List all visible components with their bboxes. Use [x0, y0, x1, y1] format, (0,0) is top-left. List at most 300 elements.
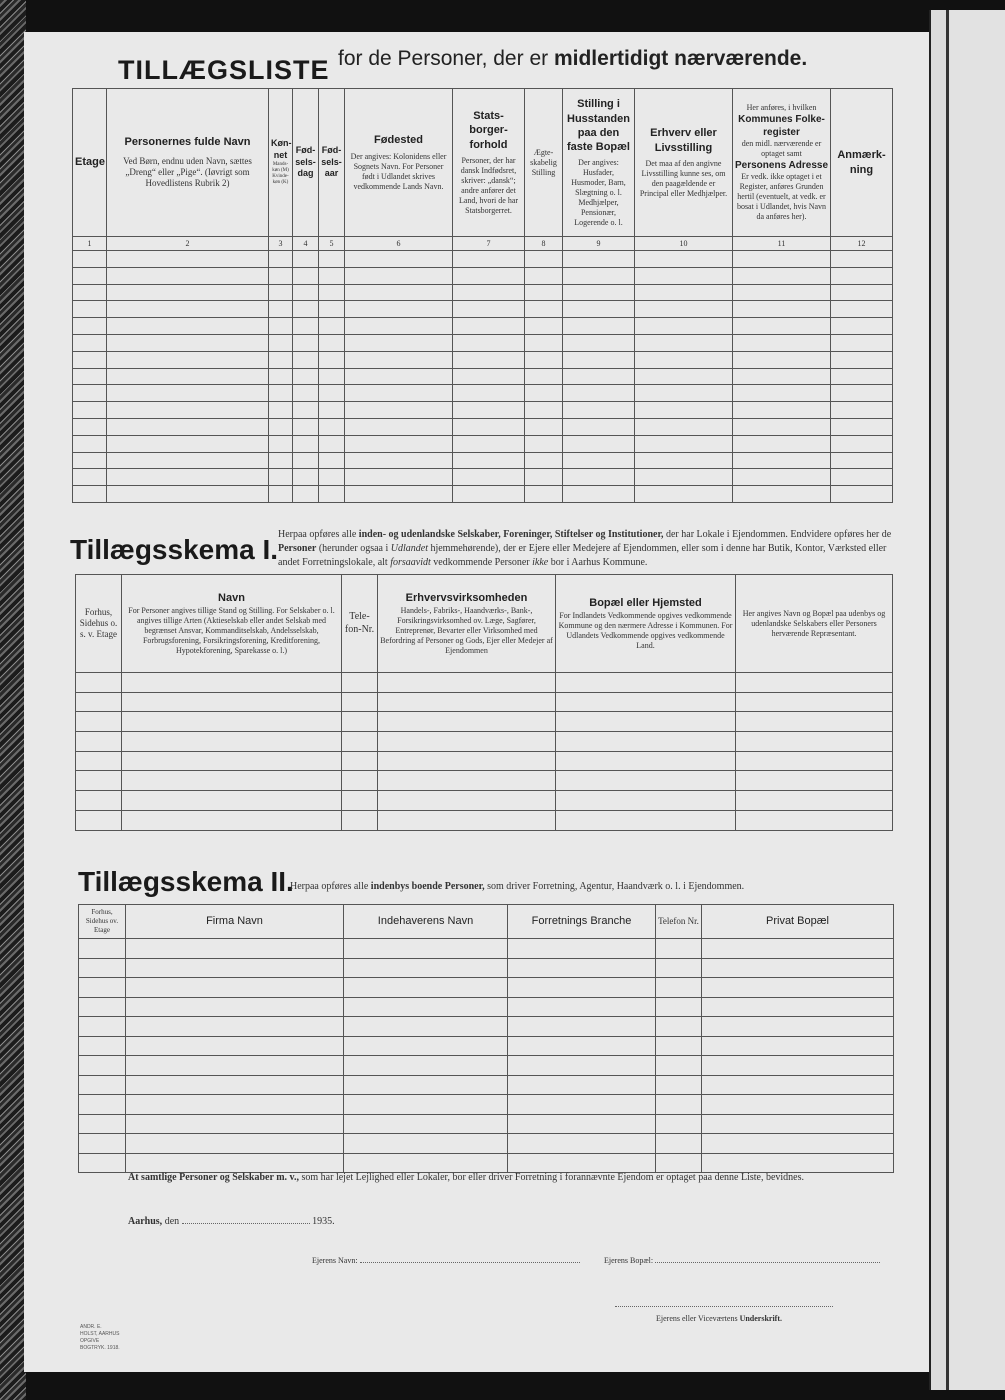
s1-cell[interactable] — [122, 791, 342, 811]
s2-cell[interactable] — [508, 1114, 656, 1134]
main-cell[interactable] — [345, 469, 453, 486]
owner-name-field[interactable] — [360, 1262, 580, 1263]
s1-cell[interactable] — [342, 810, 378, 830]
main-cell[interactable] — [269, 267, 293, 284]
main-cell[interactable] — [831, 469, 893, 486]
main-cell[interactable] — [73, 267, 107, 284]
main-cell[interactable] — [293, 435, 319, 452]
main-cell[interactable] — [345, 318, 453, 335]
main-cell[interactable] — [345, 351, 453, 368]
main-cell[interactable] — [635, 284, 733, 301]
main-cell[interactable] — [319, 318, 345, 335]
main-cell[interactable] — [107, 469, 269, 486]
main-cell[interactable] — [733, 418, 831, 435]
main-cell[interactable] — [269, 469, 293, 486]
main-cell[interactable] — [107, 418, 269, 435]
s1-cell[interactable] — [122, 673, 342, 693]
s2-cell[interactable] — [508, 1056, 656, 1076]
main-cell[interactable] — [293, 418, 319, 435]
s2-cell[interactable] — [344, 1134, 508, 1154]
main-cell[interactable] — [269, 385, 293, 402]
main-cell[interactable] — [525, 435, 563, 452]
s1-cell[interactable] — [122, 732, 342, 752]
main-cell[interactable] — [107, 334, 269, 351]
main-cell[interactable] — [831, 418, 893, 435]
main-cell[interactable] — [563, 402, 635, 419]
main-cell[interactable] — [319, 385, 345, 402]
s1-cell[interactable] — [342, 673, 378, 693]
main-cell[interactable] — [733, 251, 831, 268]
main-cell[interactable] — [319, 351, 345, 368]
main-cell[interactable] — [635, 251, 733, 268]
s2-cell[interactable] — [344, 1017, 508, 1037]
s1-cell[interactable] — [736, 692, 893, 712]
s2-cell[interactable] — [126, 1017, 344, 1037]
s1-cell[interactable] — [556, 692, 736, 712]
main-cell[interactable] — [319, 469, 345, 486]
main-cell[interactable] — [831, 435, 893, 452]
s2-cell[interactable] — [508, 1134, 656, 1154]
main-cell[interactable] — [525, 318, 563, 335]
s2-cell[interactable] — [79, 997, 126, 1017]
main-cell[interactable] — [345, 452, 453, 469]
owner-address-field[interactable] — [655, 1262, 880, 1263]
s2-cell[interactable] — [79, 978, 126, 998]
main-cell[interactable] — [73, 469, 107, 486]
main-cell[interactable] — [319, 486, 345, 503]
s2-cell[interactable] — [656, 1017, 702, 1037]
main-cell[interactable] — [635, 402, 733, 419]
main-cell[interactable] — [293, 486, 319, 503]
main-cell[interactable] — [563, 284, 635, 301]
main-cell[interactable] — [345, 301, 453, 318]
s1-cell[interactable] — [556, 771, 736, 791]
main-cell[interactable] — [73, 402, 107, 419]
main-cell[interactable] — [733, 435, 831, 452]
s1-cell[interactable] — [736, 712, 893, 732]
s2-cell[interactable] — [508, 1153, 656, 1173]
main-cell[interactable] — [563, 318, 635, 335]
main-cell[interactable] — [635, 452, 733, 469]
main-cell[interactable] — [733, 351, 831, 368]
main-cell[interactable] — [269, 486, 293, 503]
main-cell[interactable] — [563, 267, 635, 284]
main-cell[interactable] — [73, 435, 107, 452]
s2-cell[interactable] — [79, 1056, 126, 1076]
main-cell[interactable] — [525, 284, 563, 301]
s2-cell[interactable] — [126, 1095, 344, 1115]
s2-cell[interactable] — [79, 1153, 126, 1173]
s2-cell[interactable] — [508, 997, 656, 1017]
main-cell[interactable] — [453, 402, 525, 419]
main-cell[interactable] — [293, 368, 319, 385]
main-cell[interactable] — [635, 469, 733, 486]
main-cell[interactable] — [563, 452, 635, 469]
main-cell[interactable] — [269, 368, 293, 385]
main-cell[interactable] — [293, 251, 319, 268]
main-cell[interactable] — [73, 284, 107, 301]
main-cell[interactable] — [73, 251, 107, 268]
main-cell[interactable] — [293, 402, 319, 419]
s1-cell[interactable] — [736, 771, 893, 791]
main-cell[interactable] — [525, 267, 563, 284]
main-cell[interactable] — [293, 351, 319, 368]
main-cell[interactable] — [733, 301, 831, 318]
main-cell[interactable] — [635, 318, 733, 335]
main-cell[interactable] — [107, 435, 269, 452]
main-cell[interactable] — [525, 385, 563, 402]
main-cell[interactable] — [107, 318, 269, 335]
main-cell[interactable] — [319, 435, 345, 452]
main-cell[interactable] — [635, 486, 733, 503]
main-cell[interactable] — [831, 486, 893, 503]
s1-cell[interactable] — [342, 771, 378, 791]
s1-cell[interactable] — [122, 810, 342, 830]
main-cell[interactable] — [269, 318, 293, 335]
main-cell[interactable] — [269, 351, 293, 368]
s1-cell[interactable] — [342, 751, 378, 771]
s2-cell[interactable] — [702, 939, 894, 959]
s1-cell[interactable] — [736, 673, 893, 693]
main-cell[interactable] — [525, 351, 563, 368]
s2-cell[interactable] — [702, 1153, 894, 1173]
main-cell[interactable] — [831, 351, 893, 368]
main-cell[interactable] — [563, 486, 635, 503]
s1-cell[interactable] — [342, 791, 378, 811]
main-cell[interactable] — [269, 334, 293, 351]
s1-cell[interactable] — [736, 791, 893, 811]
s1-cell[interactable] — [122, 692, 342, 712]
s2-cell[interactable] — [126, 939, 344, 959]
main-cell[interactable] — [319, 452, 345, 469]
main-cell[interactable] — [831, 452, 893, 469]
s2-cell[interactable] — [126, 997, 344, 1017]
s2-cell[interactable] — [656, 939, 702, 959]
main-cell[interactable] — [73, 351, 107, 368]
s2-cell[interactable] — [79, 1017, 126, 1037]
s2-cell[interactable] — [656, 1036, 702, 1056]
s2-cell[interactable] — [508, 1095, 656, 1115]
main-cell[interactable] — [563, 334, 635, 351]
main-cell[interactable] — [107, 251, 269, 268]
main-cell[interactable] — [453, 469, 525, 486]
s2-cell[interactable] — [702, 1036, 894, 1056]
s1-cell[interactable] — [736, 751, 893, 771]
main-cell[interactable] — [525, 402, 563, 419]
s1-cell[interactable] — [556, 791, 736, 811]
s2-cell[interactable] — [702, 997, 894, 1017]
date-field[interactable] — [182, 1223, 310, 1224]
s2-cell[interactable] — [344, 997, 508, 1017]
main-cell[interactable] — [107, 301, 269, 318]
s2-cell[interactable] — [702, 1095, 894, 1115]
main-cell[interactable] — [269, 251, 293, 268]
main-cell[interactable] — [563, 368, 635, 385]
s1-cell[interactable] — [378, 712, 556, 732]
s2-cell[interactable] — [79, 1114, 126, 1134]
s1-cell[interactable] — [76, 692, 122, 712]
main-cell[interactable] — [269, 301, 293, 318]
main-cell[interactable] — [525, 486, 563, 503]
main-cell[interactable] — [293, 334, 319, 351]
s1-cell[interactable] — [378, 791, 556, 811]
main-cell[interactable] — [319, 418, 345, 435]
main-cell[interactable] — [345, 418, 453, 435]
main-cell[interactable] — [293, 452, 319, 469]
s2-cell[interactable] — [126, 1036, 344, 1056]
s1-cell[interactable] — [122, 751, 342, 771]
main-cell[interactable] — [293, 469, 319, 486]
s2-cell[interactable] — [344, 1114, 508, 1134]
main-cell[interactable] — [563, 251, 635, 268]
main-cell[interactable] — [563, 435, 635, 452]
main-cell[interactable] — [107, 402, 269, 419]
main-cell[interactable] — [453, 334, 525, 351]
main-cell[interactable] — [107, 452, 269, 469]
main-cell[interactable] — [319, 301, 345, 318]
main-cell[interactable] — [733, 402, 831, 419]
main-cell[interactable] — [319, 284, 345, 301]
main-cell[interactable] — [733, 452, 831, 469]
s2-cell[interactable] — [656, 958, 702, 978]
main-cell[interactable] — [831, 284, 893, 301]
main-cell[interactable] — [345, 486, 453, 503]
main-cell[interactable] — [293, 267, 319, 284]
s2-cell[interactable] — [344, 1075, 508, 1095]
s1-cell[interactable] — [122, 712, 342, 732]
s2-cell[interactable] — [126, 1153, 344, 1173]
main-cell[interactable] — [107, 267, 269, 284]
s1-cell[interactable] — [76, 751, 122, 771]
main-cell[interactable] — [453, 435, 525, 452]
s2-cell[interactable] — [344, 939, 508, 959]
s2-cell[interactable] — [656, 1134, 702, 1154]
main-cell[interactable] — [563, 418, 635, 435]
s1-cell[interactable] — [76, 673, 122, 693]
main-cell[interactable] — [525, 301, 563, 318]
main-cell[interactable] — [345, 334, 453, 351]
s2-cell[interactable] — [508, 1017, 656, 1037]
main-cell[interactable] — [453, 385, 525, 402]
main-cell[interactable] — [73, 318, 107, 335]
main-cell[interactable] — [635, 301, 733, 318]
main-cell[interactable] — [453, 452, 525, 469]
s2-cell[interactable] — [702, 1114, 894, 1134]
s1-cell[interactable] — [342, 692, 378, 712]
main-cell[interactable] — [453, 251, 525, 268]
main-cell[interactable] — [525, 418, 563, 435]
main-cell[interactable] — [269, 284, 293, 301]
s2-cell[interactable] — [656, 1095, 702, 1115]
main-cell[interactable] — [293, 301, 319, 318]
main-cell[interactable] — [107, 368, 269, 385]
s2-cell[interactable] — [126, 1075, 344, 1095]
main-cell[interactable] — [563, 385, 635, 402]
s1-cell[interactable] — [76, 771, 122, 791]
main-cell[interactable] — [319, 251, 345, 268]
s2-cell[interactable] — [656, 1114, 702, 1134]
main-cell[interactable] — [293, 385, 319, 402]
s2-cell[interactable] — [702, 1075, 894, 1095]
main-cell[interactable] — [453, 351, 525, 368]
main-cell[interactable] — [269, 402, 293, 419]
main-cell[interactable] — [319, 334, 345, 351]
s2-cell[interactable] — [702, 978, 894, 998]
s1-cell[interactable] — [556, 732, 736, 752]
main-cell[interactable] — [831, 301, 893, 318]
s1-cell[interactable] — [342, 712, 378, 732]
main-cell[interactable] — [831, 402, 893, 419]
s2-cell[interactable] — [702, 958, 894, 978]
main-cell[interactable] — [345, 435, 453, 452]
main-cell[interactable] — [453, 486, 525, 503]
main-cell[interactable] — [293, 318, 319, 335]
s2-cell[interactable] — [656, 1153, 702, 1173]
s1-cell[interactable] — [736, 810, 893, 830]
s2-cell[interactable] — [126, 978, 344, 998]
main-cell[interactable] — [319, 368, 345, 385]
s1-cell[interactable] — [76, 732, 122, 752]
s1-cell[interactable] — [556, 751, 736, 771]
main-cell[interactable] — [345, 402, 453, 419]
s1-cell[interactable] — [378, 673, 556, 693]
s2-cell[interactable] — [126, 958, 344, 978]
main-cell[interactable] — [831, 334, 893, 351]
s2-cell[interactable] — [508, 939, 656, 959]
main-cell[interactable] — [453, 267, 525, 284]
main-cell[interactable] — [453, 418, 525, 435]
s2-cell[interactable] — [508, 1075, 656, 1095]
main-cell[interactable] — [733, 486, 831, 503]
main-cell[interactable] — [73, 368, 107, 385]
s1-cell[interactable] — [76, 712, 122, 732]
s2-cell[interactable] — [126, 1134, 344, 1154]
main-cell[interactable] — [269, 418, 293, 435]
main-cell[interactable] — [319, 402, 345, 419]
main-cell[interactable] — [345, 251, 453, 268]
s2-cell[interactable] — [508, 978, 656, 998]
s2-cell[interactable] — [702, 1017, 894, 1037]
s2-cell[interactable] — [79, 1134, 126, 1154]
main-cell[interactable] — [635, 368, 733, 385]
main-cell[interactable] — [73, 418, 107, 435]
main-cell[interactable] — [733, 284, 831, 301]
main-cell[interactable] — [107, 385, 269, 402]
main-cell[interactable] — [73, 334, 107, 351]
main-cell[interactable] — [733, 318, 831, 335]
s2-cell[interactable] — [79, 958, 126, 978]
s1-cell[interactable] — [76, 810, 122, 830]
s2-cell[interactable] — [508, 1036, 656, 1056]
main-cell[interactable] — [635, 267, 733, 284]
main-cell[interactable] — [733, 469, 831, 486]
s1-cell[interactable] — [556, 712, 736, 732]
s2-cell[interactable] — [344, 958, 508, 978]
s1-cell[interactable] — [76, 791, 122, 811]
s1-cell[interactable] — [378, 732, 556, 752]
s1-cell[interactable] — [378, 810, 556, 830]
s2-cell[interactable] — [79, 1095, 126, 1115]
s2-cell[interactable] — [702, 1056, 894, 1076]
main-cell[interactable] — [635, 351, 733, 368]
s2-cell[interactable] — [126, 1114, 344, 1134]
s1-cell[interactable] — [378, 771, 556, 791]
s2-cell[interactable] — [508, 958, 656, 978]
s2-cell[interactable] — [79, 1075, 126, 1095]
s2-cell[interactable] — [344, 1036, 508, 1056]
s1-cell[interactable] — [556, 810, 736, 830]
s2-cell[interactable] — [702, 1134, 894, 1154]
main-cell[interactable] — [73, 452, 107, 469]
main-cell[interactable] — [635, 334, 733, 351]
main-cell[interactable] — [525, 334, 563, 351]
main-cell[interactable] — [107, 486, 269, 503]
s2-cell[interactable] — [344, 1056, 508, 1076]
main-cell[interactable] — [269, 452, 293, 469]
s1-cell[interactable] — [736, 732, 893, 752]
s2-cell[interactable] — [79, 1036, 126, 1056]
main-cell[interactable] — [525, 368, 563, 385]
s2-cell[interactable] — [79, 939, 126, 959]
s2-cell[interactable] — [656, 978, 702, 998]
main-cell[interactable] — [733, 334, 831, 351]
s1-cell[interactable] — [122, 771, 342, 791]
main-cell[interactable] — [563, 469, 635, 486]
main-cell[interactable] — [269, 435, 293, 452]
main-cell[interactable] — [525, 469, 563, 486]
main-cell[interactable] — [733, 385, 831, 402]
main-cell[interactable] — [525, 452, 563, 469]
main-cell[interactable] — [831, 368, 893, 385]
main-cell[interactable] — [107, 351, 269, 368]
main-cell[interactable] — [453, 284, 525, 301]
main-cell[interactable] — [73, 486, 107, 503]
s2-cell[interactable] — [344, 1095, 508, 1115]
s2-cell[interactable] — [656, 1056, 702, 1076]
main-cell[interactable] — [453, 318, 525, 335]
s1-cell[interactable] — [378, 692, 556, 712]
signature-line[interactable] — [615, 1306, 833, 1307]
main-cell[interactable] — [293, 284, 319, 301]
main-cell[interactable] — [345, 284, 453, 301]
main-cell[interactable] — [107, 284, 269, 301]
main-cell[interactable] — [319, 267, 345, 284]
s2-cell[interactable] — [656, 997, 702, 1017]
main-cell[interactable] — [831, 385, 893, 402]
s1-cell[interactable] — [378, 751, 556, 771]
main-cell[interactable] — [345, 385, 453, 402]
s2-cell[interactable] — [344, 978, 508, 998]
main-cell[interactable] — [635, 435, 733, 452]
main-cell[interactable] — [525, 251, 563, 268]
main-cell[interactable] — [563, 351, 635, 368]
main-cell[interactable] — [345, 368, 453, 385]
s2-cell[interactable] — [656, 1075, 702, 1095]
main-cell[interactable] — [453, 368, 525, 385]
main-cell[interactable] — [453, 301, 525, 318]
main-cell[interactable] — [345, 267, 453, 284]
main-cell[interactable] — [733, 267, 831, 284]
main-cell[interactable] — [831, 251, 893, 268]
main-cell[interactable] — [733, 368, 831, 385]
s2-cell[interactable] — [126, 1056, 344, 1076]
main-cell[interactable] — [831, 318, 893, 335]
main-cell[interactable] — [635, 418, 733, 435]
main-cell[interactable] — [563, 301, 635, 318]
main-cell[interactable] — [73, 385, 107, 402]
s1-cell[interactable] — [556, 673, 736, 693]
s2-cell[interactable] — [344, 1153, 508, 1173]
